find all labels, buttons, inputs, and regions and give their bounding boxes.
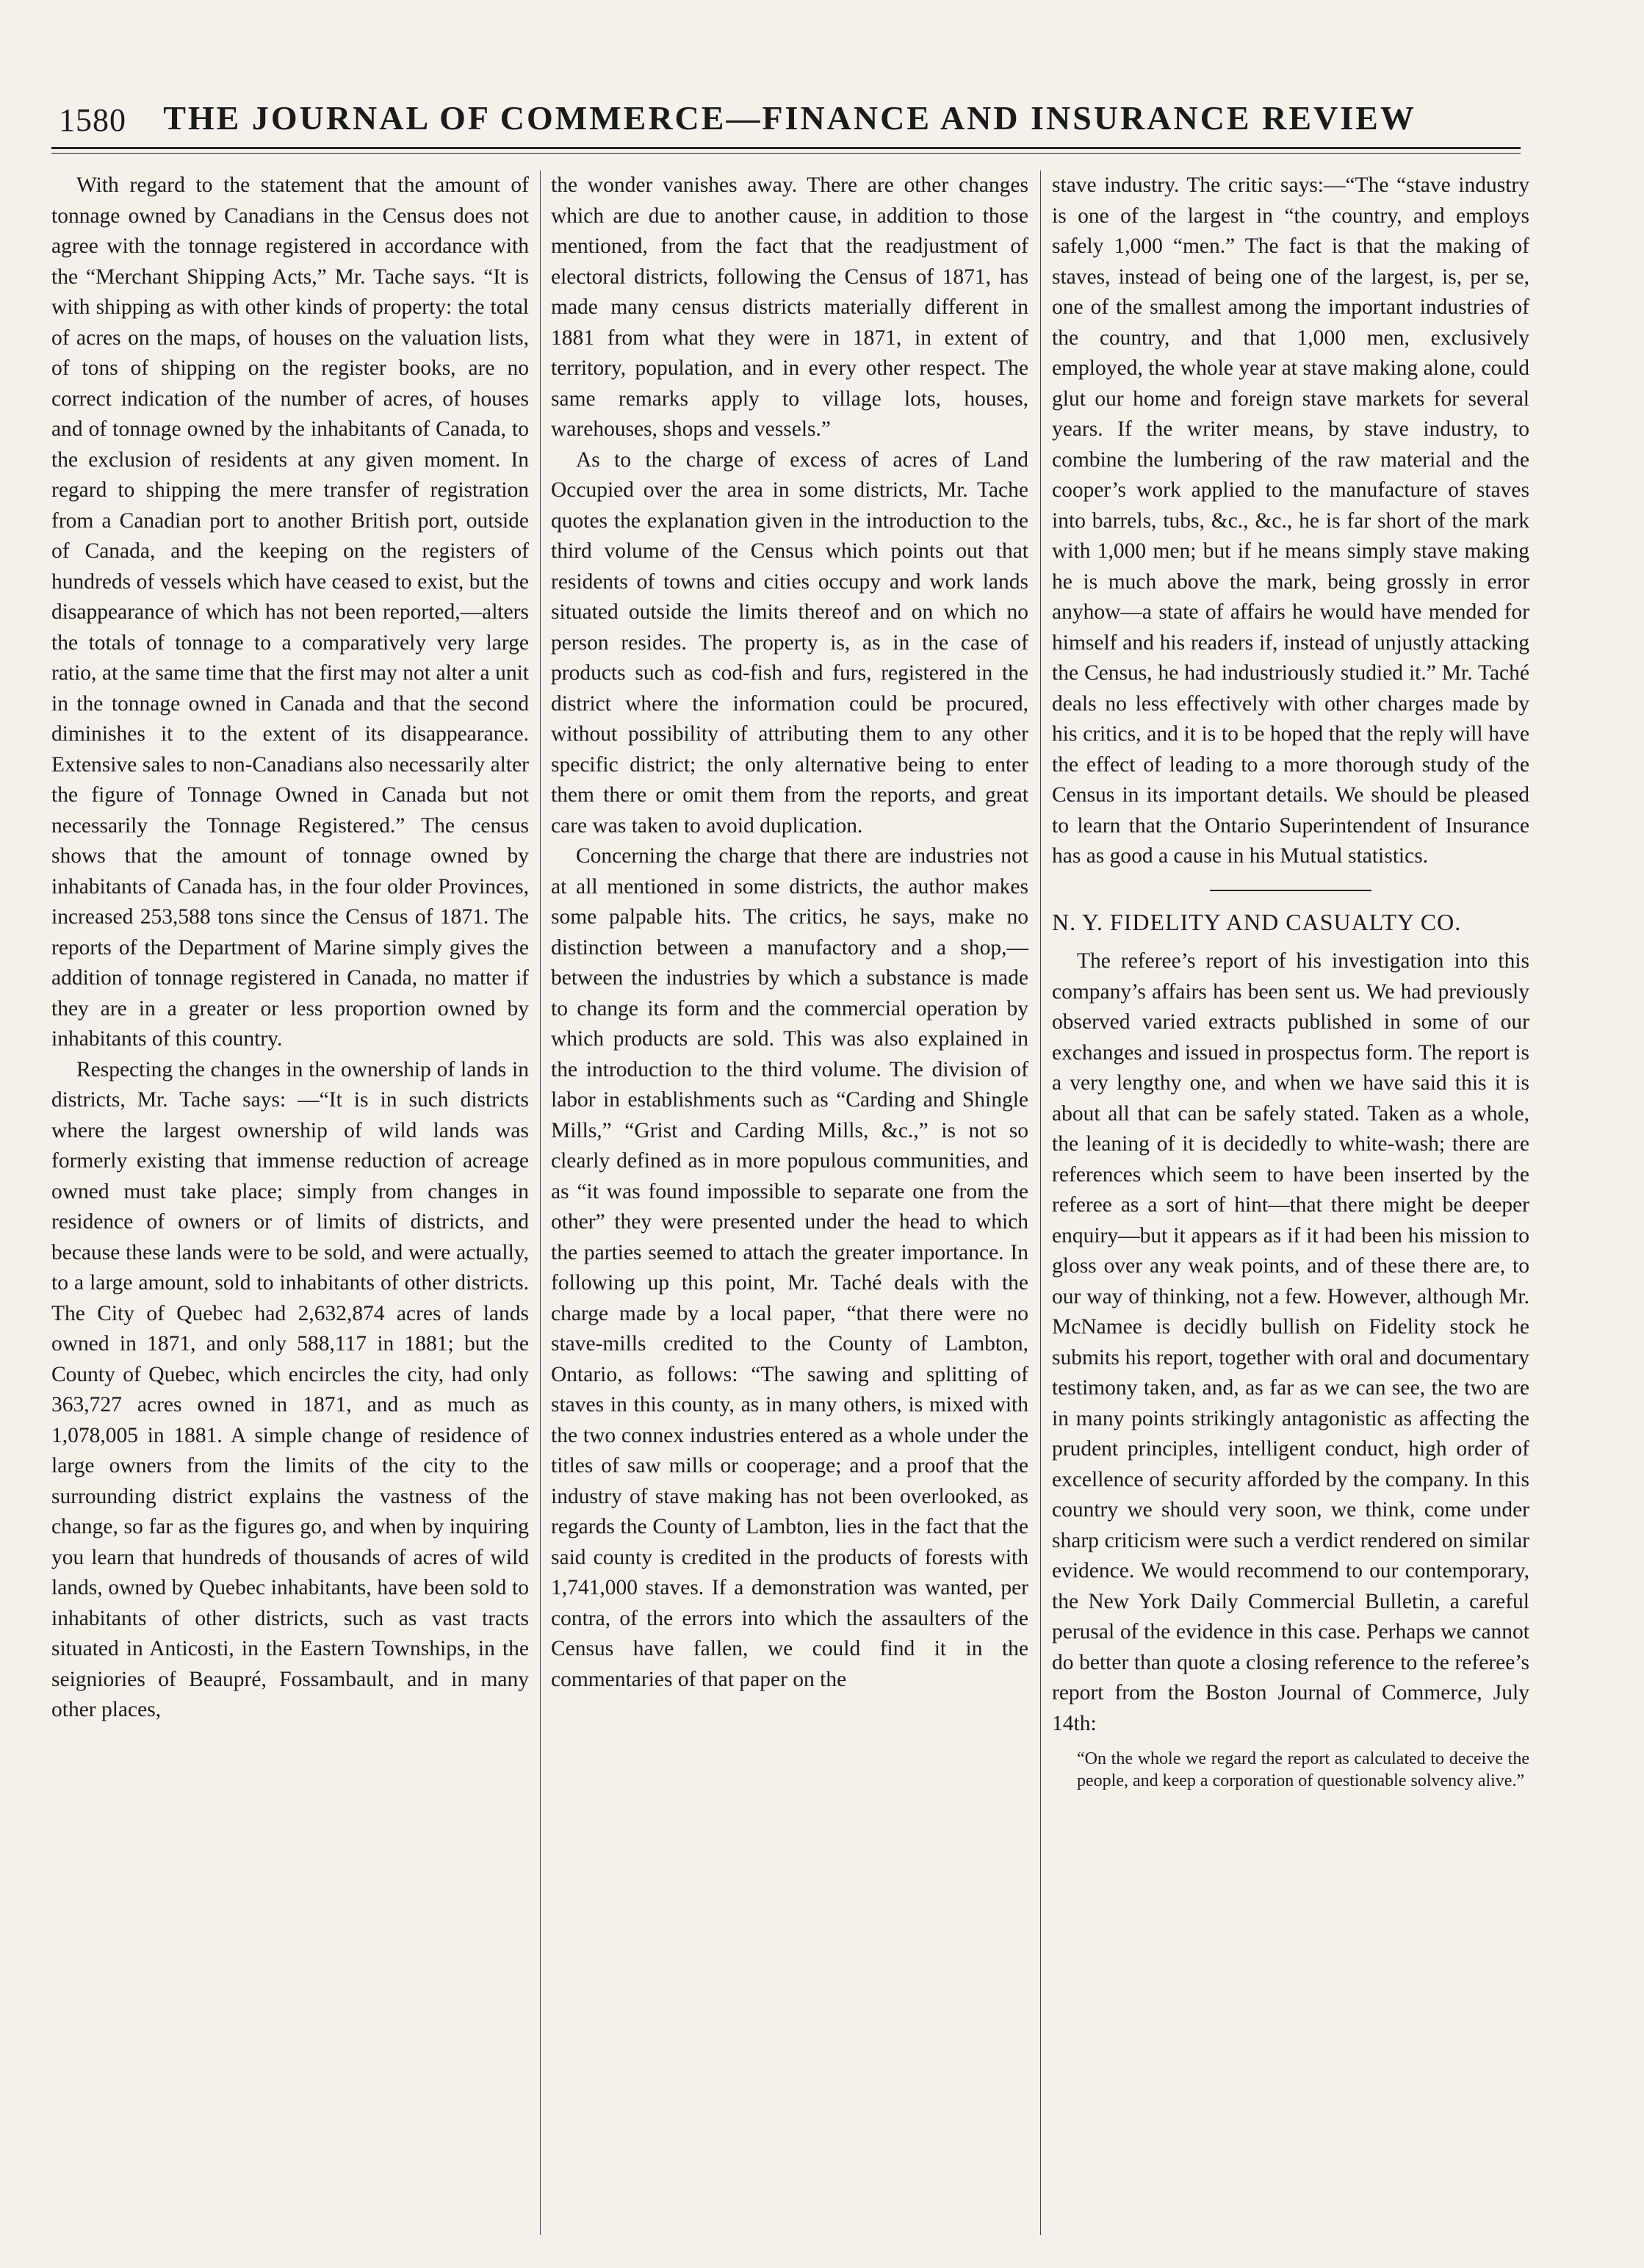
- header-rule: [51, 147, 1521, 149]
- header-rule-thin: [51, 153, 1521, 154]
- journal-title: THE JOURNAL OF COMMERCE—FINANCE AND INSURANCE REVIEW: [163, 99, 1416, 137]
- page-number: 1580: [59, 102, 126, 138]
- column-1: [51, 170, 529, 2242]
- page-header: [51, 88, 1528, 147]
- paragraph: Concerning the charge that there are industries not at all mentioned in some districts, the author makes some palpable hits. The critics, he says, make no distinction between a manufactory and a shop,—between the industries by which a substance is made to change its form and the commercial operation by which products are sold. This was also explained in the introduction to the third volume. The division of labor in establishments such as “Carding and Shingle Mills,” “Grist and Carding Mills, &c.,” is not so clearly defined as in more populous communities, and as “it was found impossible to separate one from the other” they were presented under the head to which the parties seemed to attach the greater importance. In following up this point, Mr. Taché deals with the charge made by a local paper, “that there were no stave-mills credited to the County of Lambton, Ontario, as follows: “The sawing and splitting of staves in this county, as in many others, is mixed with the two connex industries entered as a whole under the titles of saw mills or cooperage; and a proof that the industry of stave making has not been overlooked, as regards the County of Lambton, lies in the fact that the said county is credited in the products of forests with 1,741,000 staves. If a demonstration was wanted, per contra, of the errors into which the assaulters of the Census have fallen, we could find it in the commentaries of that paper on the: [551, 844, 1028, 1691]
- column-3: [1052, 170, 1529, 2242]
- paragraph: Respecting the changes in the ownership of lands in districts, Mr. Tache says: —“It is in such districts where the largest ownership of wild lands was formerly existing that immense reduction of acreage owned must take place; simply from changes in residence of owners or of limits of districts, and because these lands were to be sold, and were actually, to a large amount, sold to inhabitants of other districts. The City of Quebec had 2,632,874 acres of lands owned in 1871, and only 588,117 in 1881; but the County of Quebec, which encircles the city, had only 363,727 acres owned in 1871, and as much as 1,078,005 in 1881. A simple change of residence of large owners from the limits of the city to the surrounding district explains the vastness of the change, so far as the figures go, and when by inquiring you learn that hundreds of thousands of acres of wild lands, owned by Quebec inhabitants, have been sold to inhabitants of other districts, such as vast tracts situated in Anticosti, in the Eastern Townships, in the seigniories of Beaupré, Fossambault, and in many other places,: [51, 1057, 529, 1721]
- paragraph: stave industry. The critic says:—“The “stave industry is one of the largest in “the country, and employs safely 1,000 “men.” The fact is that the making of staves, instead of being one of the largest, is, per se, one of the smallest among the important industries of the country, and that 1,000 men, exclusively employed, the whole year at stave making alone, could glut our home and foreign stave markets for several years. If the writer means, by stave industry, to combine the lumbering of the raw material and the cooper’s work applied to the manufacture of staves into barrels, tubs, &c., &c., he is far short of the mark with 1,000 men; but if he means simply stave making he is much above the mark, being grossly in error anyhow—a state of affairs he would have mended for himself and his readers if, instead of unjustly attacking the Census, he had industriously studied it.” Mr. Taché deals no less effectively with other charges made by his critics, and it is to be hoped that the reply will have the effect of leading to a more thorough study of the Census in its important details. We should be pleased to learn that the Ontario Superintendent of Insurance has as good a cause in his Mutual statistics.: [1052, 173, 1529, 868]
- paragraph: the wonder vanishes away. There are other changes which are due to another cause, in addition to those mentioned, from the fact that the readjustment of electoral districts, following the Census of 1871, has made many census districts materially different in 1881 from what they were in 1871, in extent of territory, population, and in every other respect. The same remarks apply to village lots, houses, warehouses, shops and vessels.”: [551, 173, 1028, 441]
- paragraph: The referee’s report of his investigation into this company’s affairs has been sent us. We had previously observed varied extracts published in some of our exchanges and issued in prospectus form. The report is a very lengthy one, and when we have said this it is about all that can be safely stated. Taken as a whole, the leaning of it is decidedly to white-wash; there are references which seem to have been inserted by the referee as a sort of hint—that there might be deeper enquiry—but it appears as if it had been his mission to gloss over any weak points, and of these there are, to our way of thinking, not a few. However, although Mr. McNamee is decidly bullish on Fidelity stock he submits his report, together with oral and documentary testimony taken, and, as far as we can see, the two are in many points strikingly antagonistic as affecting the prudent principles, intelligent conduct, high order of excellence of security afforded by the company. In this country we should very soon, we think, come under sharp criticism were such a verdict rendered on similar evidence. We would recommend to our contemporary, the New York Daily Commercial Bulletin, a careful perusal of the evidence in this case. Perhaps we cannot do better than quote a closing reference to the referee’s report from the Boston Journal of Commerce, July 14th:: [1052, 949, 1529, 1735]
- section-heading: N. Y. FIDELITY AND CASUALTY CO.: [1052, 908, 1462, 935]
- column-2: [551, 170, 1028, 2242]
- paragraph: With regard to the statement that the amount of tonnage owned by Canadians in the Census does not agree with the tonnage registered in accordance with the “Merchant Shipping Acts,” Mr. Tache says. “It is with shipping as with other kinds of property: the total of acres on the maps, of houses on the valuation lists, of tons of shipping on the register books, are no correct indication of the number of acres, of houses and of tonnage owned by the inhabitants of Canada, to the exclusion of residents at any given moment. In regard to shipping the mere transfer of registration from a Canadian port to another British port, outside of Canada, and the keeping on the registers of hundreds of vessels which have ceased to exist, but the disappearance of which has not been reported,—alters the totals of tonnage to a comparatively very large ratio, at the same time that the first may not alter a unit in the tonnage owned in Canada and that the second diminishes it to the extent of its disappearance. Extensive sales to non-Canadians also necessarily alter the figure of Tonnage Owned in Canada but not necessarily the Tonnage Registered.” The census shows that the amount of tonnage owned by inhabitants of Canada has, in the four older Provinces, increased 253,588 tons since the Census of 1871. The reports of the Department of Marine simply gives the addition of tonnage registered in Canada, no matter if they are in a greater or less proportion owned by inhabitants of this country.: [51, 173, 529, 1051]
- block-quote: “On the whole we regard the report as calculated to deceive the people, and keep a corporation of questionable solvency alive.”: [1077, 1749, 1529, 1790]
- paragraph: As to the charge of excess of acres of Land Occupied over the area in some districts, Mr. Tache quotes the explanation given in the introduction to the third volume of the Census which points out that residents of towns and cities occupy and work lands situated outside the limits thereof and on which no person resides. The property is, as in the case of products such as cod-fish and furs, registered in the district where the information could be procured, without possibility of attributing them to any other specific district; the only alternative being to enter them there or omit them from the reports, and great care was taken to avoid duplication.: [551, 447, 1028, 838]
- article-columns: [51, 170, 1528, 2242]
- section-divider: [1210, 890, 1371, 891]
